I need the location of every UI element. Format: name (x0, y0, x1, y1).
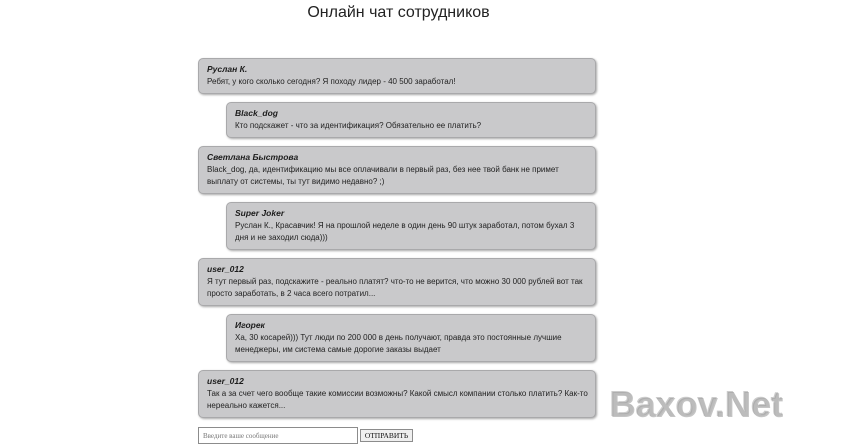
message-author: user_012 (207, 376, 244, 386)
message-text: Ха, 30 косарей))) Тут люди по 200 000 в день получают, правда это постоянные лучшие менеджеры, им система самые дорогие заказы выдает (235, 333, 562, 354)
chat-message (198, 58, 596, 94)
message-text: Ребят, у кого сколько сегодня? Я походу лидер - 40 500 заработал! (207, 77, 456, 86)
message-author: Игорек (235, 320, 265, 330)
site-watermark: Baxov.Net (610, 384, 784, 425)
chat-message (226, 202, 596, 250)
chat-message (226, 102, 596, 138)
message-text: Я тут первый раз, подскажите - реально платят? что-то не верится, что можно 30 000 рублей вот так просто заработать, в 2 часа всего потратил... (207, 277, 583, 298)
message-author: Black_dog (235, 108, 278, 118)
chat-message (226, 314, 596, 362)
message-text: Black_dog, да, идентификацию мы все оплачивали в первый раз, без нее твой банк не примет выплату от системы, ты тут видимо недавно? ;) (207, 165, 559, 186)
message-input[interactable] (198, 427, 358, 444)
page-title: Онлайн чат сотрудников (307, 4, 490, 21)
chat-message (198, 370, 596, 418)
message-text: Так а за счет чего вообще такие комиссии возможны? Какой смысл компании столько платить? Как-то нереально кажется... (207, 389, 588, 410)
message-author: Super Joker (235, 208, 285, 218)
message-text: Руслан К., Красавчик! Я на прошлой неделе в один день 90 штук заработал, потом бухал 3 дня и не заходил сюда))) (235, 221, 575, 242)
chat-message-list (198, 58, 596, 426)
chat-message (198, 258, 596, 306)
message-author: user_012 (207, 264, 244, 274)
send-button[interactable]: ОТПРАВИТЬ (360, 429, 413, 442)
message-text: Кто подскажет - что за идентификация? Обязательно ее платить? (235, 121, 482, 130)
message-author: Руслан К. (207, 64, 248, 74)
chat-message (198, 146, 596, 194)
message-author: Светлана Быстрова (207, 152, 299, 162)
